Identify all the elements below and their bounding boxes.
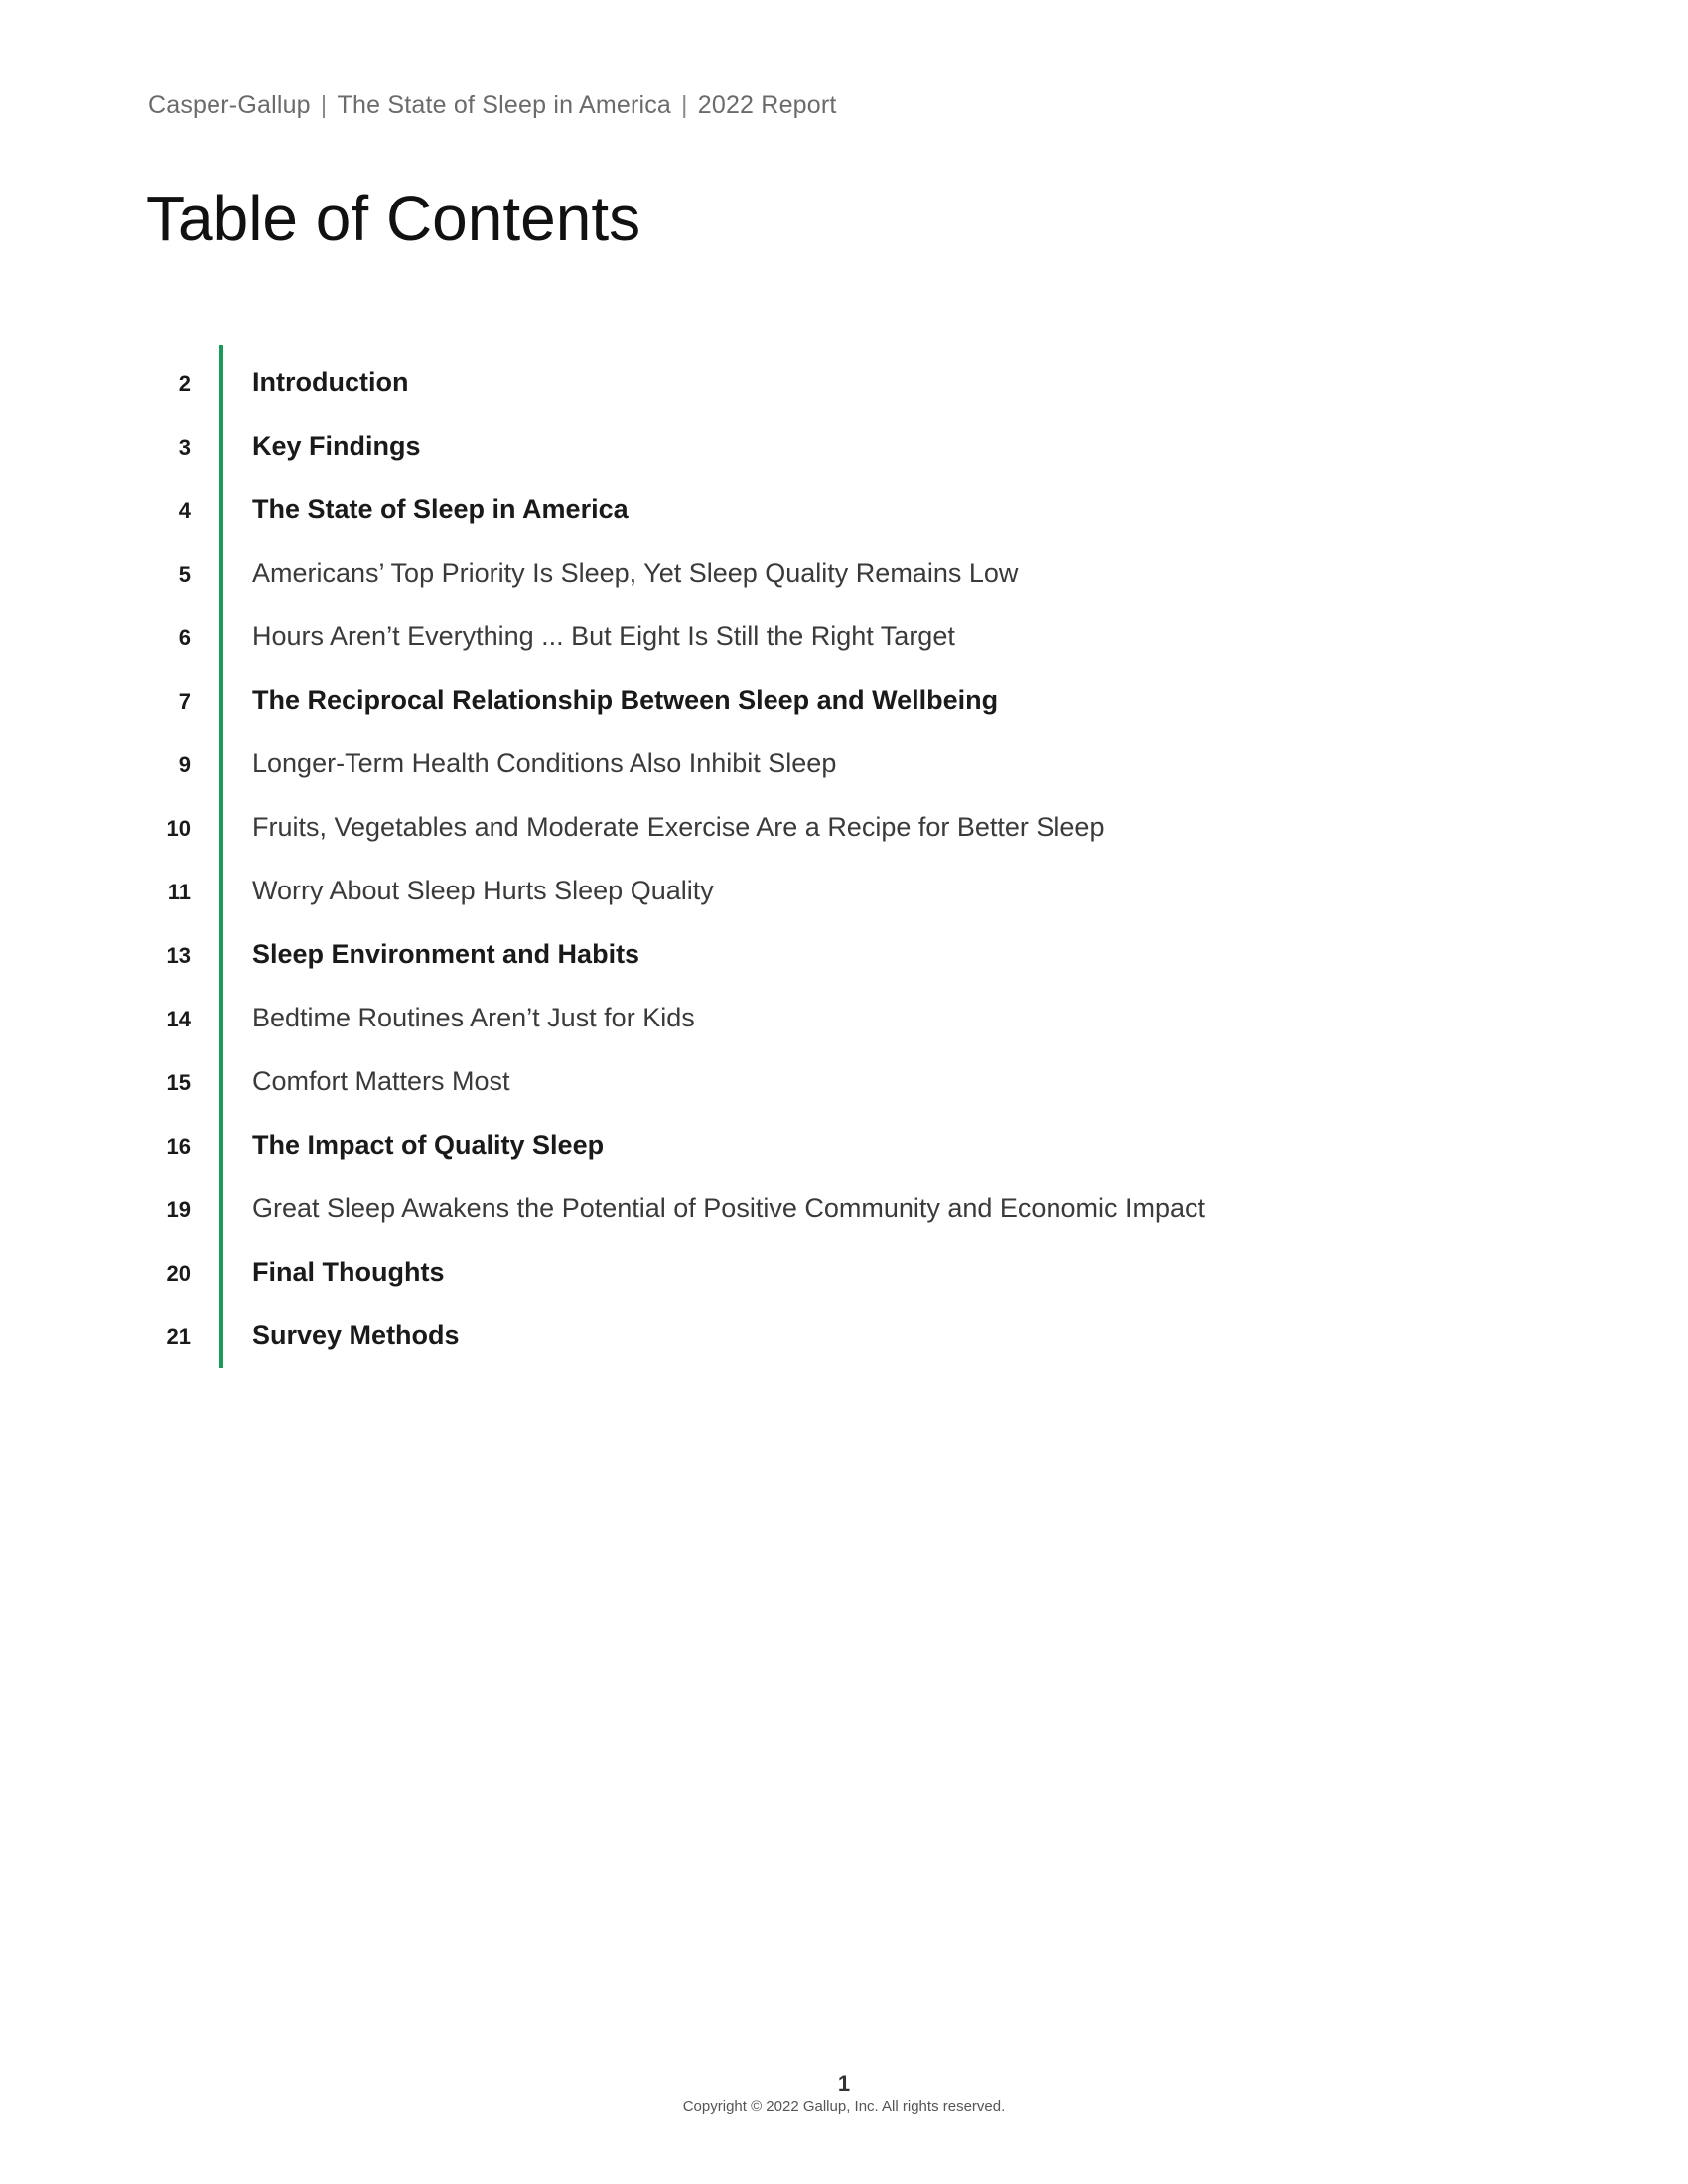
toc-entry[interactable] <box>0 425 1688 488</box>
toc-page-number: 20 <box>166 1261 191 1286</box>
toc-subsection-title[interactable]: Hours Aren’t Everything ... But Eight Is Still the Right Target <box>252 621 955 651</box>
toc-section-title[interactable]: Key Findings <box>252 431 421 461</box>
toc-page-number: 5 <box>178 562 191 587</box>
toc-entry[interactable] <box>0 1187 1688 1251</box>
toc-entry[interactable] <box>0 488 1688 552</box>
toc-subsection-title[interactable]: Longer-Term Health Conditions Also Inhibit Sleep <box>252 749 837 778</box>
toc-entry[interactable] <box>0 743 1688 806</box>
page-number: 1 <box>837 2071 851 2096</box>
copyright-notice: Copyright © 2022 Gallup, Inc. All rights reserved. <box>682 2098 1006 2115</box>
toc-subsection-title[interactable]: Great Sleep Awakens the Potential of Positive Community and Economic Impact <box>252 1193 1205 1223</box>
toc-entry[interactable] <box>0 679 1688 743</box>
toc-page-number: 3 <box>178 435 191 460</box>
toc-entry[interactable] <box>0 615 1688 679</box>
toc-page-number: 10 <box>166 816 191 841</box>
toc-section-title[interactable]: Introduction <box>252 367 409 397</box>
toc-list <box>0 361 1688 1378</box>
toc-entry[interactable] <box>0 806 1688 870</box>
header-brand: Casper-Gallup <box>148 91 311 119</box>
toc-page-number: 4 <box>178 498 191 523</box>
page-title: Table of Contents <box>146 183 641 254</box>
toc-entry[interactable] <box>0 1124 1688 1187</box>
toc-entry[interactable] <box>0 1060 1688 1124</box>
toc-page-number: 7 <box>178 689 191 714</box>
toc-section-title[interactable]: Final Thoughts <box>252 1257 445 1287</box>
toc-entry[interactable] <box>0 870 1688 933</box>
running-header <box>148 91 837 120</box>
toc-page-number: 21 <box>166 1324 191 1349</box>
toc-page-number: 13 <box>166 943 191 968</box>
toc-subsection-title[interactable]: Americans’ Top Priority Is Sleep, Yet Sleep Quality Remains Low <box>252 558 1019 588</box>
toc-entry[interactable] <box>0 933 1688 997</box>
toc-entry[interactable] <box>0 1251 1688 1314</box>
toc-subsection-title[interactable]: Worry About Sleep Hurts Sleep Quality <box>252 876 714 905</box>
toc-subsection-title[interactable]: Comfort Matters Most <box>252 1066 510 1096</box>
toc-subsection-title[interactable]: Bedtime Routines Aren’t Just for Kids <box>252 1003 695 1032</box>
toc-page-number: 15 <box>166 1070 191 1095</box>
toc-page-number: 9 <box>178 752 191 777</box>
toc-page-number: 14 <box>166 1007 191 1031</box>
toc-page-number: 6 <box>178 625 191 650</box>
header-report-title: The State of Sleep in America <box>337 91 672 119</box>
header-separator: | <box>320 91 328 119</box>
toc-page-number: 11 <box>167 880 191 904</box>
toc-section-title[interactable]: Sleep Environment and Habits <box>252 939 640 969</box>
toc-entry[interactable] <box>0 997 1688 1060</box>
toc-entry[interactable] <box>0 552 1688 615</box>
header-separator: | <box>681 91 688 119</box>
toc-section-title[interactable]: The Impact of Quality Sleep <box>252 1130 605 1160</box>
toc-entry[interactable] <box>0 1314 1688 1378</box>
toc-subsection-title[interactable]: Fruits, Vegetables and Moderate Exercise Are a Recipe for Better Sleep <box>252 812 1105 842</box>
toc-entry[interactable] <box>0 361 1688 425</box>
toc-page-number: 19 <box>166 1197 191 1222</box>
header-report-year: 2022 Report <box>697 91 837 119</box>
toc-section-title[interactable]: The State of Sleep in America <box>252 494 629 524</box>
toc-page-number: 16 <box>166 1134 191 1159</box>
toc-page-number: 2 <box>178 371 191 396</box>
toc-section-title[interactable]: The Reciprocal Relationship Between Sleep and Wellbeing <box>252 685 999 715</box>
page-footer <box>0 2071 1688 2116</box>
table-of-contents <box>0 345 1688 1368</box>
toc-section-title[interactable]: Survey Methods <box>252 1320 460 1350</box>
